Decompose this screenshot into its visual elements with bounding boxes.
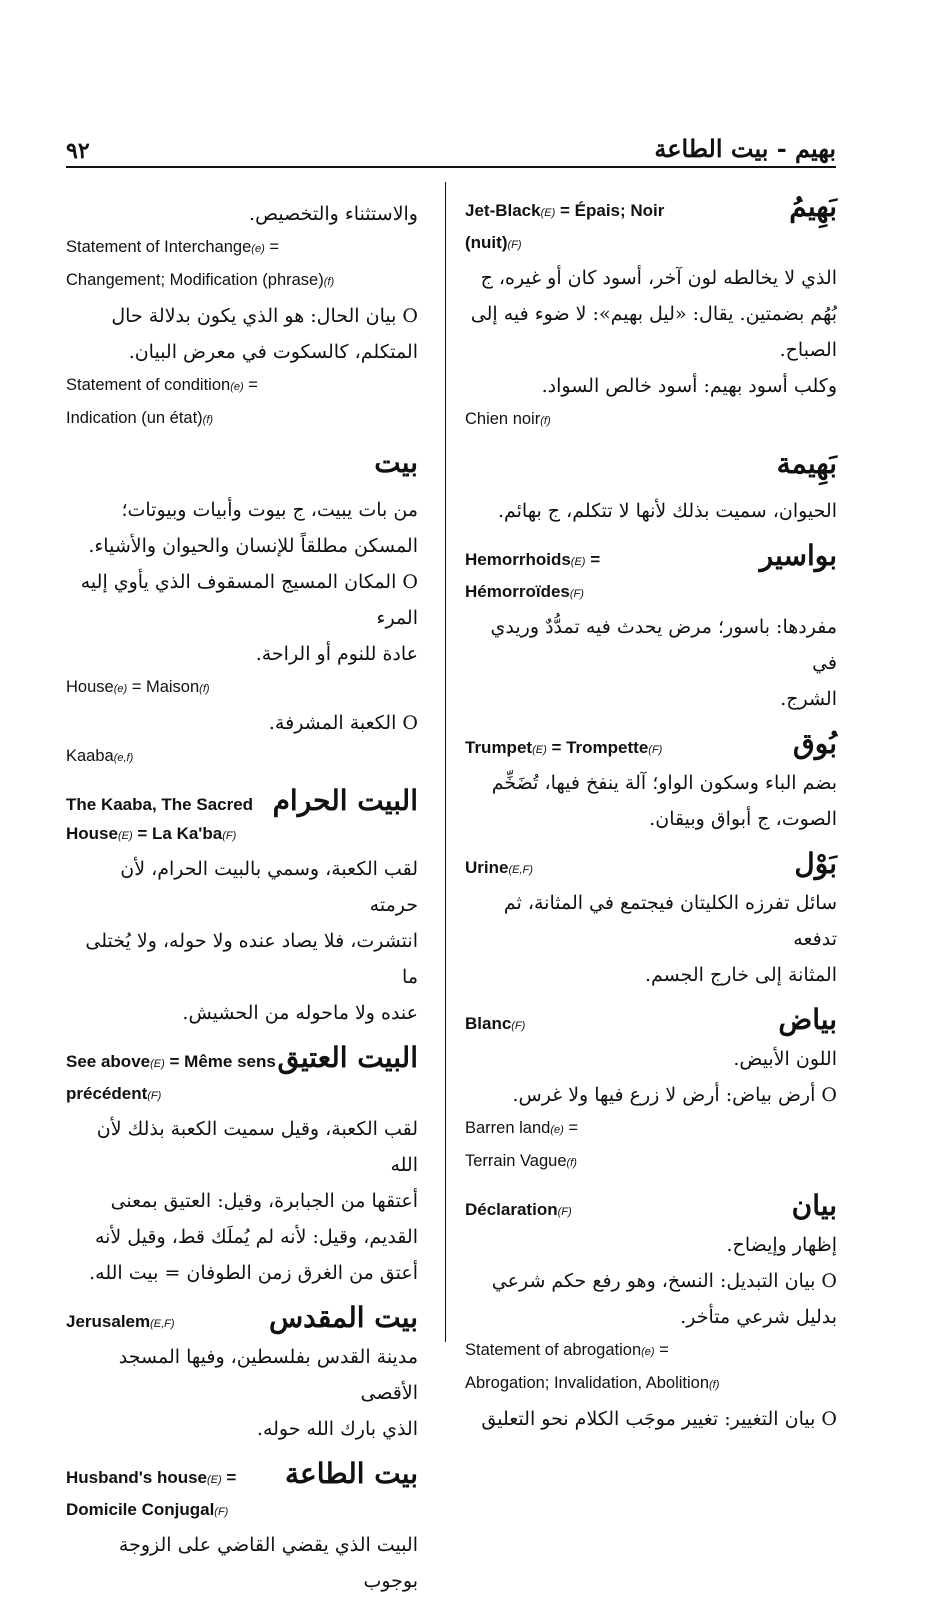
dictionary-entry: [465, 1003, 837, 1179]
english-gloss: See above(E) = Même sens précédent(F): [66, 1052, 276, 1103]
definition-line: بضم الباء وسكون الواو؛ آلة ينفخ فيها، تُضَخِّم: [491, 772, 837, 794]
english-gloss: Blanc(F): [465, 1014, 526, 1033]
column-divider: [445, 182, 446, 1342]
header-rule: [66, 166, 836, 168]
english-gloss: Hemorrhoids(E) = Hémorroïdes(F): [465, 550, 601, 601]
translation-line: Statement of condition(e) =: [66, 376, 258, 394]
dictionary-entry: [465, 190, 837, 437]
definition-line: O أرض بياض: أرض لا زرع فيها ولا غرس.: [512, 1084, 837, 1106]
running-title: بهيم - بيت الطاعة: [654, 134, 836, 163]
headword: بياض: [778, 1003, 837, 1036]
translation-line: Statement of Interchange(e) =: [66, 238, 279, 256]
headword: بواسير: [759, 539, 837, 572]
definition-line: بدليل شرعي متأخر.: [680, 1306, 837, 1328]
page-number: ٩٢: [66, 138, 90, 164]
page-header: [66, 128, 836, 168]
headword: بيت الطاعة: [284, 1457, 418, 1490]
definition-line: O بيان الحال: هو الذي يكون بدلالة حال: [111, 305, 418, 327]
dictionary-entry: [465, 727, 837, 837]
dictionary-entry: [66, 446, 418, 774]
definition-line: والاستثناء والتخصيص.: [249, 203, 418, 225]
english-gloss: The Kaaba, The Sacred House(E) = La Ka'ba(F): [66, 795, 254, 843]
dictionary-entry-continued: [66, 196, 418, 436]
english-gloss: Urine(E,F): [465, 858, 533, 877]
definition-line: الشرج.: [780, 688, 837, 710]
translation-line: Kaaba(e,f): [66, 747, 134, 765]
definition-line: انتشرت، فلا يصاد عنده ولا حوله، ولا يُختلى ما: [85, 930, 418, 988]
dictionary-entry: [66, 1457, 418, 1599]
dictionary-entry: [66, 1041, 418, 1291]
definition-line: عادة للنوم أو الراحة.: [255, 643, 418, 665]
translation-line: Statement of abrogation(e) =: [465, 1341, 669, 1359]
definition-line: أعتقها من الجبابرة، وقيل: العتيق بمعنى: [110, 1190, 418, 1212]
english-gloss: Jet-Black(E) = Épais; Noir (nuit)(F): [465, 201, 665, 252]
definition-line: الصباح.: [779, 339, 837, 361]
headword: البيت العتيق: [277, 1041, 418, 1074]
definition-line: أعتق من الغرق زمن الطوفان = بيت الله.: [89, 1262, 418, 1284]
definition-line: مدينة القدس بفلسطين، وفيها المسجد الأقصى: [118, 1346, 418, 1404]
definition-line: O الكعبة المشرفة.: [268, 712, 418, 734]
translation-line: Barren land(e) =: [465, 1119, 578, 1137]
definition-line: المتكلم، كالسكوت في معرض البيان.: [128, 341, 418, 363]
definition-line: O بيان التبديل: النسخ، وهو رفع حكم شرعي: [491, 1270, 837, 1292]
dictionary-entry: [465, 847, 837, 993]
dictionary-entry: [465, 1189, 837, 1437]
translation-line: Indication (un état)(f): [66, 409, 214, 427]
dictionary-entry: [465, 539, 837, 717]
left-column: [66, 196, 418, 1599]
definition-line: القديم، وقيل: لأنه لم يُملَك قط، وقيل لأنه: [94, 1226, 418, 1248]
english-gloss: Déclaration(F): [465, 1200, 572, 1219]
definition-line: من بات يبيت، ج بيوت وأبيات وبيوتات؛: [121, 499, 418, 521]
dictionary-entry: [66, 784, 418, 1031]
headword: البيت الحرام: [272, 784, 418, 817]
definition-line: مفردها: باسور؛ مرض يحدث فيه تمدُّدٌ وريدي في: [490, 616, 837, 674]
right-column: [465, 190, 837, 1437]
headword: بَهِيمة: [776, 447, 837, 480]
translation-line: Abrogation; Invalidation, Abolition(f): [465, 1374, 720, 1392]
definition-line: الصوت، ج أبواق وبيقان.: [649, 808, 837, 830]
definition-line: اللون الأبيض.: [733, 1048, 837, 1070]
headword: بيت: [374, 446, 418, 479]
definition-line: O بيان التغيير: تغيير موجَب الكلام نحو التعليق: [481, 1408, 837, 1430]
headword: بَهِيمُ: [789, 190, 837, 223]
definition-line: سائل تفرزه الكليتان فيجتمع في المثانة، ثم تدفعه: [503, 892, 837, 950]
definition-line: البيت الذي يقضي القاضي على الزوجة بوجوب: [118, 1534, 418, 1592]
definition-line: المسكن مطلقاً للإنسان والحيوان والأشياء.: [88, 535, 418, 557]
definition-line: بُهُم بضمتين. يقال: «ليل بهيم»: لا ضوء فيه إلى: [470, 303, 837, 325]
definition-line: الذي بارك الله حوله.: [256, 1418, 418, 1440]
english-gloss: Trumpet(E) = Trompette(F): [465, 738, 663, 757]
headword: بَوْل: [794, 847, 837, 880]
headword: بُوق: [793, 727, 837, 760]
headword: بيان: [791, 1189, 837, 1222]
translation-line: Chien noir(f): [465, 410, 551, 428]
definition-line: عنده ولا ماحوله من الحشيش.: [182, 1002, 418, 1024]
definition-line: لقب الكعبة، وسمي بالبيت الحرام، لأن حرمته: [120, 858, 418, 916]
dictionary-entry: [66, 1301, 418, 1447]
headword: بيت المقدس: [268, 1301, 418, 1334]
english-gloss: Husband's house(E) = Domicile Conjugal(F): [66, 1468, 237, 1519]
translation-line: Changement; Modification (phrase)(f): [66, 271, 335, 289]
definition-line: لقب الكعبة، وقيل سميت الكعبة بذلك لأن الله: [96, 1118, 418, 1176]
definition-line: المثانة إلى خارج الجسم.: [644, 964, 837, 986]
translation-line: Terrain Vague(f): [465, 1152, 577, 1170]
definition-line: وكلب أسود بهيم: أسود خالص السواد.: [541, 375, 837, 397]
dictionary-entry: [465, 447, 837, 529]
definition-line: الحيوان، سميت بذلك لأنها لا تتكلم، ج بهائم.: [497, 500, 837, 522]
definition-line: إظهار وإيضاح.: [726, 1234, 837, 1256]
definition-line: الذي لا يخالطه لون آخر، أسود كان أو غيره، ج: [480, 267, 837, 289]
definition-line: O المكان المسيج المسقوف الذي يأوي إليه المرء: [80, 571, 418, 629]
english-gloss: Jerusalem(E,F): [66, 1312, 175, 1331]
translation-line: House(e) = Maison(f): [66, 678, 210, 696]
